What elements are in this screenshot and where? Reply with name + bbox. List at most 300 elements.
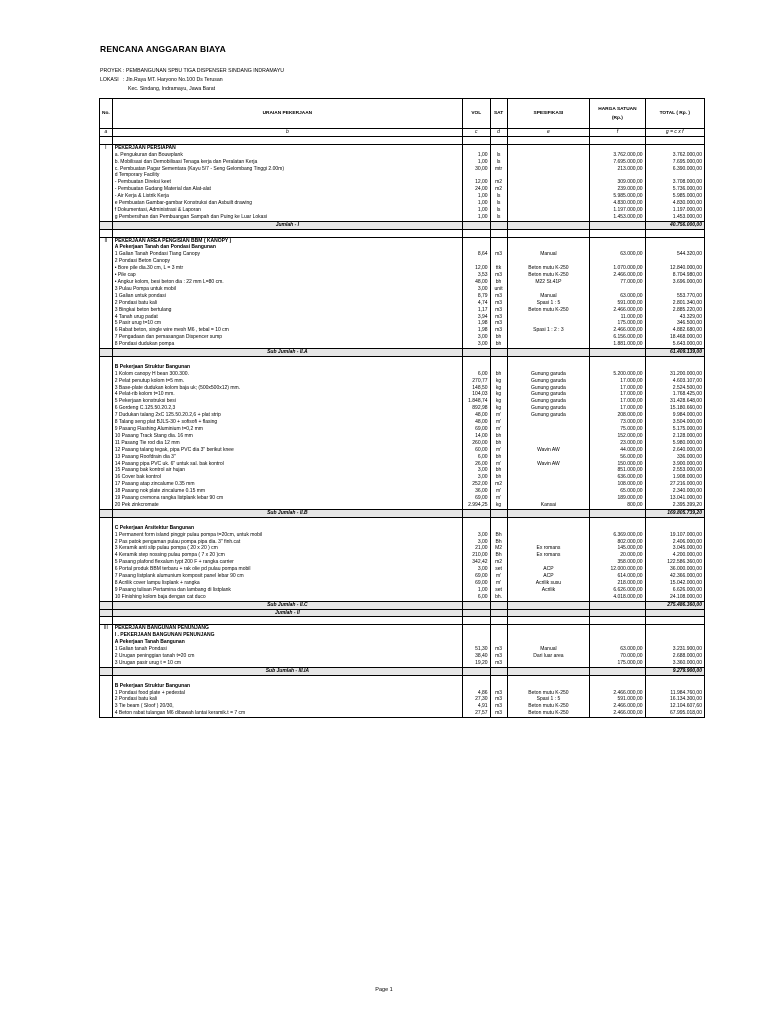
cell-total: 13.041.000,00: [645, 495, 704, 502]
cell-price: [590, 221, 645, 229]
cell-spec: [507, 467, 590, 474]
cell-price: [590, 639, 645, 646]
cell-spec: ACP: [507, 566, 590, 573]
cell-price: [590, 617, 645, 625]
cell-desc: g Pembersihan dan Pembuangan Sampah dan Puing ke Luar Lokasi: [112, 214, 462, 221]
cell-no: [100, 186, 113, 193]
cell-no: [100, 166, 113, 173]
cell-total: [645, 364, 704, 371]
table-row: [100, 265, 705, 272]
cell-desc: B Pekerjaan Struktur Bangunan: [112, 683, 462, 690]
table-row: [100, 495, 705, 502]
cell-price: 17.000,00: [590, 385, 645, 392]
cell-vol: 3,53: [462, 272, 490, 279]
cell-price: 5.985.000,00: [590, 193, 645, 200]
table-row: [100, 166, 705, 173]
cell-desc: c. Pembuatan Pagar Sementara (Kayu 5/7 - Seng Gelombang Tinggi 2.00m): [112, 166, 462, 173]
cell-total: 2.640.000,00: [645, 447, 704, 454]
cell-desc: 3 Tie beam ( Sloof ) 20/30,: [112, 703, 462, 710]
section-row: [100, 237, 705, 244]
table-row: [100, 632, 705, 639]
cell-sat: m': [490, 412, 507, 419]
table-row: [100, 364, 705, 371]
cell-sat: m': [490, 488, 507, 495]
cell-total: 61.409.139,00: [645, 349, 704, 357]
cell-desc: b. Mobilisasi dan Demobilisasi Tenaga kerja dan Peralatan Kerja: [112, 159, 462, 166]
cell-total: 5.985.000,00: [645, 193, 704, 200]
cell-desc: d Temporary Facility: [112, 172, 462, 179]
cell-total: 31.428.648,00: [645, 398, 704, 405]
cell-vol: 1,00: [462, 159, 490, 166]
cell-vol: 4,86: [462, 690, 490, 697]
cell-no: [100, 488, 113, 495]
cell-total: 2.406.000,00: [645, 539, 704, 546]
cell-vol: 3,00: [462, 539, 490, 546]
cell-sat: m3: [490, 314, 507, 321]
cell-no: [100, 272, 113, 279]
cell-spec: [507, 320, 590, 327]
table-row: [100, 334, 705, 341]
cell-desc: PEKERJAAN BANGUNAN PENUNJANG: [112, 625, 462, 632]
cell-vol: 3,00: [462, 334, 490, 341]
cell-no: [100, 300, 113, 307]
cell-spec: [507, 349, 590, 357]
cell-no: [100, 320, 113, 327]
table-row: [100, 573, 705, 580]
cell-sat: kg: [490, 502, 507, 509]
cell-price: 4.830.000,00: [590, 200, 645, 207]
cell-spec: [507, 601, 590, 609]
cell-price: 11.000,00: [590, 314, 645, 321]
cell-no: [100, 136, 113, 144]
cell-desc: 9 Pasang tulisan Pertamina dan lambang di listplank: [112, 587, 462, 594]
cell-total: 67.995.018,00: [645, 710, 704, 717]
cell-desc: 17 Pasang atap zincalume 0.35 mm: [112, 481, 462, 488]
cell-no: [100, 474, 113, 481]
table-row: [100, 426, 705, 433]
cell-sat: m3: [490, 703, 507, 710]
cell-desc: 8 Talang seng plat BJLS-30 + sofisofi + flasing: [112, 419, 462, 426]
subtotal-row: [100, 509, 705, 517]
cell-total: 42.366.000,00: [645, 573, 704, 580]
cell-price: 851.000,00: [590, 467, 645, 474]
cell-total: 2.524.500,00: [645, 385, 704, 392]
cell-total: [645, 136, 704, 144]
cell-desc: [112, 675, 462, 682]
cell-total: 12.104.607,60: [645, 703, 704, 710]
cell-spec: Spasi 1 : 5: [507, 696, 590, 703]
cell-desc: 18 Pasang nok plate zincalume 0.15 mm: [112, 488, 462, 495]
cell-price: 1.881.000,00: [590, 341, 645, 348]
table-row: [100, 378, 705, 385]
cell-spec: Manual: [507, 646, 590, 653]
cell-total: [645, 609, 704, 617]
cell-total: 3.708.000,00: [645, 179, 704, 186]
cell-total: 2.395.399,20: [645, 502, 704, 509]
table-row: [100, 580, 705, 587]
cell-no: [100, 214, 113, 221]
cell-spec: [507, 667, 590, 675]
cell-sat: m3: [490, 272, 507, 279]
cell-spec: [507, 683, 590, 690]
cell-price: [590, 601, 645, 609]
cell-vol: 1,00: [462, 207, 490, 214]
cell-desc: A Pekerjaan Tanah dan Pondasi Bangunan: [112, 244, 462, 251]
cell-price: 213.000,00: [590, 166, 645, 173]
cell-no: [100, 229, 113, 237]
table-row: [100, 172, 705, 179]
cell-total: [645, 244, 704, 251]
cell-price: [590, 172, 645, 179]
table-row: [100, 433, 705, 440]
cell-vol: [462, 509, 490, 517]
cell-price: 63.000,00: [590, 646, 645, 653]
cell-sat: Bh: [490, 539, 507, 546]
cell-sat: bh: [490, 433, 507, 440]
key-total: g = c x f: [645, 129, 704, 137]
cell-sat: ls: [490, 214, 507, 221]
cell-price: 6.369.000,00: [590, 532, 645, 539]
cell-spec: [507, 660, 590, 667]
cell-price: 239.000,00: [590, 186, 645, 193]
cell-total: 122.586.360,00: [645, 559, 704, 566]
cell-vol: 38,40: [462, 653, 490, 660]
cell-desc: 5 Pekerjaan konstruksi besi: [112, 398, 462, 405]
cell-no: [100, 502, 113, 509]
cell-vol: [462, 136, 490, 144]
cell-spec: [507, 207, 590, 214]
cell-desc: 16 Cover bak kontrol: [112, 474, 462, 481]
cell-spec: Ex romans: [507, 545, 590, 552]
cell-desc: 7 Dudukan talang 2xC 125.50.20.2,6 + plat strip: [112, 412, 462, 419]
cell-price: 145.000,00: [590, 545, 645, 552]
cell-price: [590, 144, 645, 151]
cell-sat: [490, 364, 507, 371]
cell-desc: 14 Pasang pipa PVC uk. 6" untuk sal. bak kontrol: [112, 461, 462, 468]
cell-sat: kg: [490, 378, 507, 385]
cell-spec: Beton mutu K-250: [507, 710, 590, 717]
subtotal-row: [100, 667, 705, 675]
cell-desc: 3 Urugan pasir urug t = 10 cm: [112, 660, 462, 667]
table-row: [100, 244, 705, 251]
cell-vol: 26,00: [462, 461, 490, 468]
cell-desc: 2 Pondasi batu kali: [112, 300, 462, 307]
cell-price: [590, 349, 645, 357]
table-row: [100, 341, 705, 348]
cell-no: [100, 566, 113, 573]
cell-price: 5.200.000,00: [590, 371, 645, 378]
cell-desc: 3 Pulau Pompa untuk mobil: [112, 286, 462, 293]
cell-total: [645, 229, 704, 237]
cell-total: 336.000,00: [645, 454, 704, 461]
cell-price: [590, 244, 645, 251]
cell-no: III: [100, 625, 113, 632]
cell-vol: 1.848,74: [462, 398, 490, 405]
cell-total: [645, 517, 704, 524]
cell-desc: Sub Jumlah - II.A: [112, 349, 462, 357]
cell-spec: [507, 625, 590, 632]
cell-spec: [507, 675, 590, 682]
cell-desc: 2 Pondasi Beton Canopy: [112, 258, 462, 265]
cell-vol: 148,50: [462, 385, 490, 392]
cell-sat: m3: [490, 646, 507, 653]
cell-sat: set: [490, 566, 507, 573]
cell-total: 18.468.000,00: [645, 334, 704, 341]
section-row: [100, 625, 705, 632]
location-line: [100, 76, 223, 84]
cell-no: [100, 609, 113, 617]
cell-spec: [507, 525, 590, 532]
cell-desc: I . PEKERJAAN BANGUNAN PENUNJANG: [112, 632, 462, 639]
table-row: [100, 552, 705, 559]
cell-price: 17.000,00: [590, 378, 645, 385]
cell-no: [100, 200, 113, 207]
cell-spec: [507, 454, 590, 461]
cell-sat: [490, 244, 507, 251]
cell-total: 2.128.000,00: [645, 433, 704, 440]
cell-sat: Bh: [490, 552, 507, 559]
cell-price: 1.453.000,00: [590, 214, 645, 221]
cell-no: [100, 152, 113, 159]
table-row: [100, 385, 705, 392]
cell-desc: • Pile cap: [112, 272, 462, 279]
cell-spec: Beton mutu K-250: [507, 690, 590, 697]
cell-no: [100, 447, 113, 454]
cell-desc: 8 Pondasi dudukan pompa: [112, 341, 462, 348]
cell-vol: 3,00: [462, 286, 490, 293]
cell-spec: [507, 229, 590, 237]
location-line-2: Kec. Sindang, Indramayu, Jawa Barat: [128, 86, 216, 92]
cell-price: 65.000,00: [590, 488, 645, 495]
cell-vol: 4,74: [462, 300, 490, 307]
cell-vol: 27,57: [462, 710, 490, 717]
cell-total: 2.688.000,00: [645, 653, 704, 660]
cell-total: 7.695.000,00: [645, 159, 704, 166]
cell-sat: bh: [490, 279, 507, 286]
cell-spec: Gunung garuda: [507, 405, 590, 412]
cell-spec: [507, 639, 590, 646]
cell-sat: [490, 639, 507, 646]
cell-no: [100, 265, 113, 272]
cell-total: 3.045.000,00: [645, 545, 704, 552]
cell-desc: 6 Portal produk BBM terbaru + rak olie pd pulau pompa mobil: [112, 566, 462, 573]
cell-vol: 1,00: [462, 152, 490, 159]
cell-vol: 342,42: [462, 559, 490, 566]
cell-total: [645, 172, 704, 179]
table-row: [100, 447, 705, 454]
table-row: [100, 405, 705, 412]
table-row: [100, 696, 705, 703]
cell-price: 802.000,00: [590, 539, 645, 546]
cell-sat: kg: [490, 391, 507, 398]
cell-spec: Kansai: [507, 502, 590, 509]
cell-spec: [507, 517, 590, 524]
cell-total: 2.801.340,00: [645, 300, 704, 307]
table-row: [100, 251, 705, 258]
table-row: [100, 683, 705, 690]
cell-no: [100, 481, 113, 488]
cell-no: [100, 539, 113, 546]
cell-sat: [490, 525, 507, 532]
cell-price: 614.000,00: [590, 573, 645, 580]
header-price: HARGA SATUAN (Rp.): [590, 99, 645, 129]
cell-price: 73.000,00: [590, 419, 645, 426]
cell-no: [100, 378, 113, 385]
cell-spec: Spasi 1 : 2 : 3: [507, 327, 590, 334]
spacer-row: [100, 617, 705, 625]
cell-sat: bh: [490, 341, 507, 348]
cell-desc: - Air Kerja & Listrik Kerja: [112, 193, 462, 200]
cell-no: [100, 356, 113, 363]
table-row: [100, 467, 705, 474]
cell-no: [100, 327, 113, 334]
cell-vol: 6,00: [462, 371, 490, 378]
cell-desc: 1 Pondasi food plate + pedestal: [112, 690, 462, 697]
cell-sat: unit: [490, 286, 507, 293]
cell-total: 11.984.760,00: [645, 690, 704, 697]
cell-vol: [462, 229, 490, 237]
cell-price: 208.000,00: [590, 412, 645, 419]
cell-price: 3.762.000,00: [590, 152, 645, 159]
cell-desc: - Pembuatan Direksi keet: [112, 179, 462, 186]
cell-no: [100, 696, 113, 703]
key-desc: b: [112, 129, 462, 137]
table-row: [100, 502, 705, 509]
cell-price: 23.000,00: [590, 440, 645, 447]
cell-total: 3.696.000,00: [645, 279, 704, 286]
cell-vol: [462, 625, 490, 632]
cell-total: [645, 237, 704, 244]
cell-no: [100, 594, 113, 601]
cell-price: 6.156.000,00: [590, 334, 645, 341]
cell-spec: Beton mutu K-250: [507, 265, 590, 272]
cell-spec: Beton mutu K-250: [507, 272, 590, 279]
cell-spec: [507, 166, 590, 173]
table-row: [100, 703, 705, 710]
cell-spec: [507, 172, 590, 179]
cell-sat: [490, 517, 507, 524]
cell-desc: 10 Pasang Track Stang dia. 16 mm: [112, 433, 462, 440]
cell-total: 275.486.360,00: [645, 601, 704, 609]
cell-total: 3.504.000,00: [645, 419, 704, 426]
cell-spec: [507, 426, 590, 433]
cell-desc: 7 Pasang listplank alumunium komposit panel lebar 90 cm: [112, 573, 462, 580]
cell-vol: [462, 349, 490, 357]
cell-vol: [462, 617, 490, 625]
cell-no: [100, 385, 113, 392]
cell-total: 15.180.660,00: [645, 405, 704, 412]
cell-no: [100, 617, 113, 625]
cell-vol: 1,00: [462, 193, 490, 200]
cell-price: 800,00: [590, 502, 645, 509]
cell-no: [100, 454, 113, 461]
cell-total: 4.603.107,00: [645, 378, 704, 385]
cell-desc: 4 Tanah urug padat: [112, 314, 462, 321]
cell-sat: [490, 237, 507, 244]
cell-total: 553.770,00: [645, 293, 704, 300]
cell-price: [590, 525, 645, 532]
cell-desc: 15 Pasang bak kontrol air hujan: [112, 467, 462, 474]
cell-desc: A Pekerjaan Tanah Bangunan: [112, 639, 462, 646]
cell-vol: 36,00: [462, 488, 490, 495]
cell-total: [645, 258, 704, 265]
cell-no: [100, 179, 113, 186]
cell-sat: m3: [490, 251, 507, 258]
cell-total: 8.704.980,00: [645, 272, 704, 279]
cell-vol: 4,91: [462, 703, 490, 710]
cell-total: [645, 675, 704, 682]
cell-vol: 8,79: [462, 293, 490, 300]
cell-total: [645, 639, 704, 646]
cell-sat: [490, 136, 507, 144]
key-spec: e: [507, 129, 590, 137]
table-row: [100, 327, 705, 334]
spacer-row: [100, 229, 705, 237]
cell-sat: [490, 609, 507, 617]
header-desc: URAIAN PEKERJAAN: [112, 99, 462, 129]
cell-sat: m3: [490, 320, 507, 327]
cell-desc: [112, 617, 462, 625]
cell-no: [100, 426, 113, 433]
cell-no: [100, 509, 113, 517]
cell-price: [590, 286, 645, 293]
cell-spec: Ex romans: [507, 552, 590, 559]
cell-no: [100, 532, 113, 539]
header-no: No.: [100, 99, 113, 129]
cell-spec: [507, 258, 590, 265]
cell-sat: [490, 221, 507, 229]
cell-desc: Sub Jumlah - II.B: [112, 509, 462, 517]
table-row: [100, 539, 705, 546]
cell-price: 17.000,00: [590, 391, 645, 398]
table-row: [100, 488, 705, 495]
table-row: [100, 587, 705, 594]
cell-vol: 21,00: [462, 545, 490, 552]
cell-no: [100, 639, 113, 646]
cell-vol: 6,00: [462, 454, 490, 461]
cell-desc: B Pekerjaan Struktur Bangunan: [112, 364, 462, 371]
cell-price: 20.000,00: [590, 552, 645, 559]
cell-no: [100, 467, 113, 474]
cell-sat: [490, 625, 507, 632]
cell-spec: Wavin AW: [507, 447, 590, 454]
cell-vol: 252,00: [462, 481, 490, 488]
cell-sat: m3: [490, 653, 507, 660]
cell-vol: 1,98: [462, 327, 490, 334]
cell-total: [645, 144, 704, 151]
cell-vol: 48,00: [462, 419, 490, 426]
cell-total: 3.762.000,00: [645, 152, 704, 159]
cell-desc: f Dokumentasi, Administrasi & Laporan: [112, 207, 462, 214]
cell-sat: [490, 172, 507, 179]
table-row: [100, 525, 705, 532]
cell-desc: [112, 356, 462, 363]
cell-vol: 1,98: [462, 320, 490, 327]
cell-price: [590, 356, 645, 363]
section-row: [100, 144, 705, 151]
subtotal-row: [100, 601, 705, 609]
cell-vol: 104,03: [462, 391, 490, 398]
cell-spec: Spasi 1 : 5: [507, 300, 590, 307]
header-total: TOTAL ( Rp. ): [645, 99, 704, 129]
cell-spec: Manual: [507, 293, 590, 300]
cell-vol: [462, 144, 490, 151]
cell-sat: [490, 617, 507, 625]
cell-vol: 3,00: [462, 532, 490, 539]
cell-spec: Gunung garuda: [507, 378, 590, 385]
cell-sat: [490, 349, 507, 357]
cell-price: 636.000,00: [590, 474, 645, 481]
